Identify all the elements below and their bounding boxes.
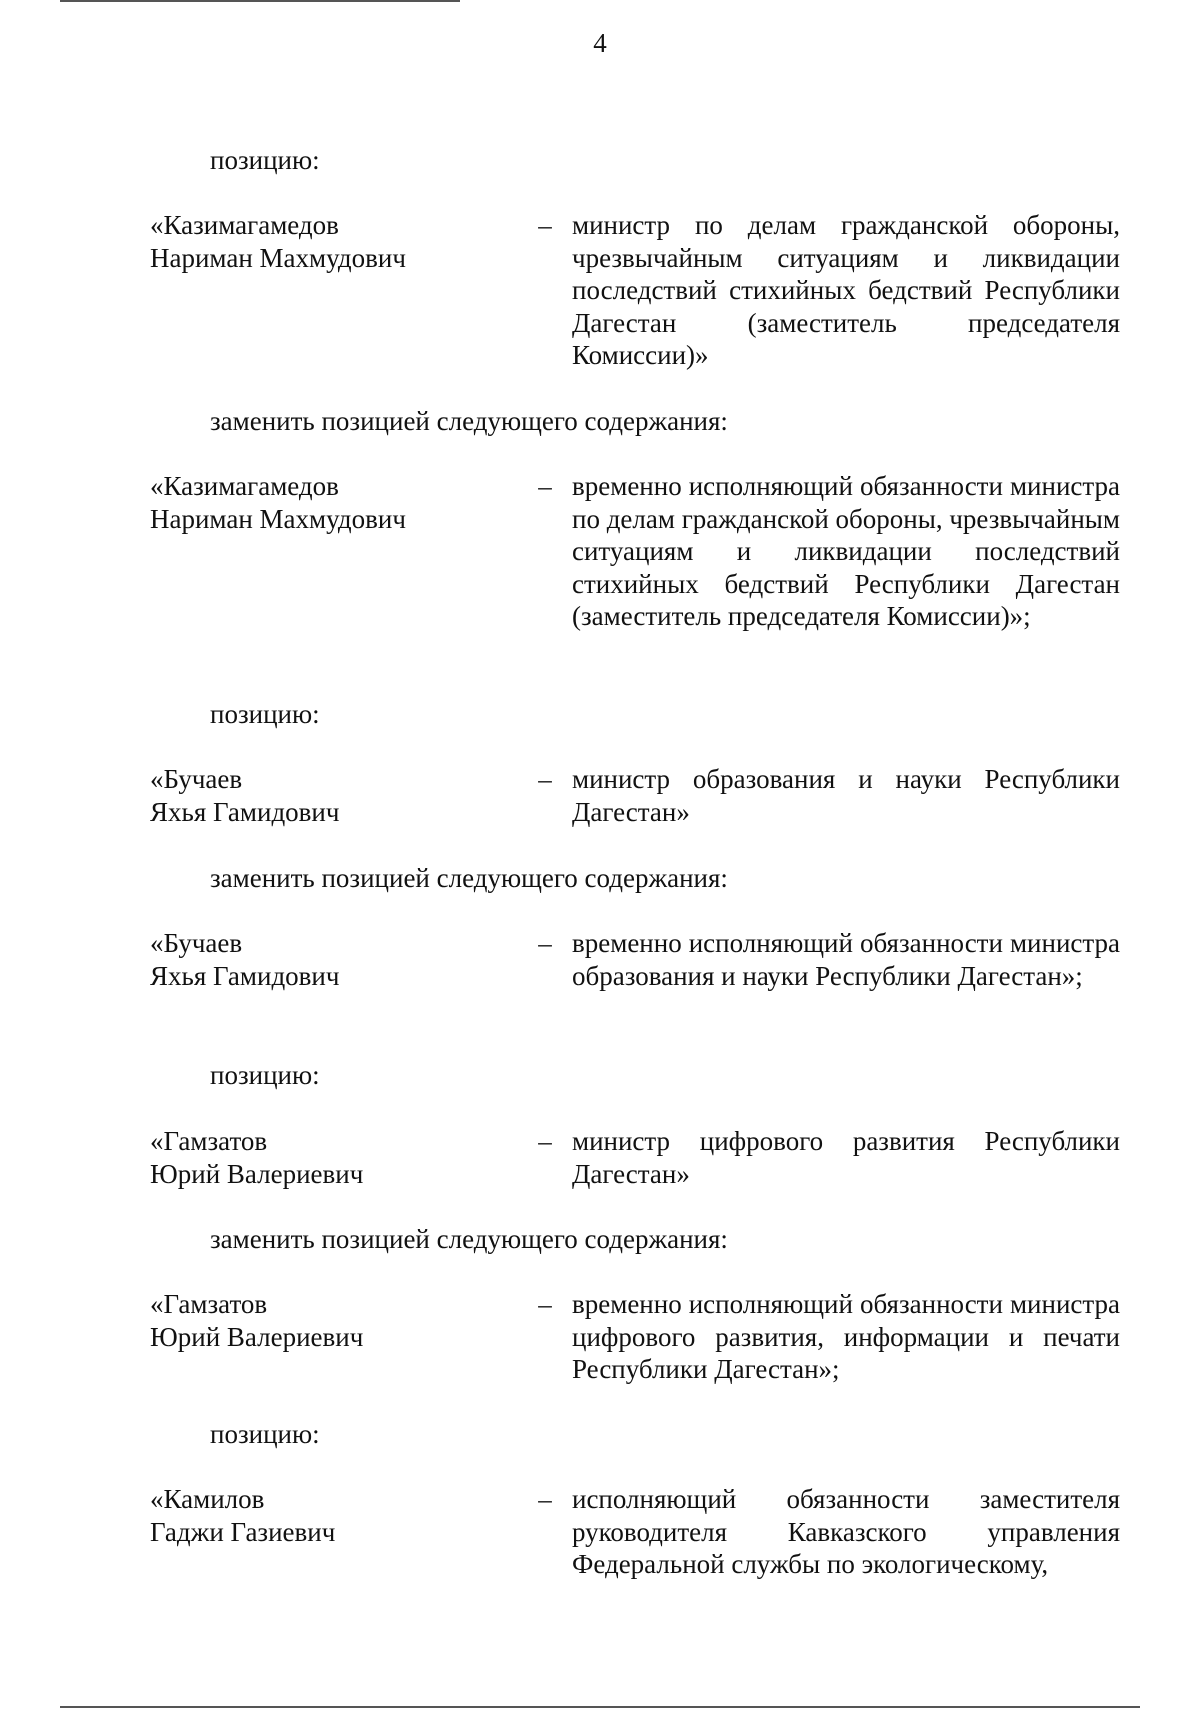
person-given-name: Нариман Махмудович: [150, 503, 406, 534]
paragraph-replace-label: заменить позицией следующего содержания:: [210, 863, 728, 893]
list-entry: [150, 470, 1120, 670]
list-entry: [150, 1125, 1120, 1195]
person-given-name: Гаджи Газиевич: [150, 1516, 336, 1547]
paragraph-replace-label: заменить позицией следующего содержания:: [210, 406, 728, 436]
person-given-name: Яхья Гамидович: [150, 796, 340, 827]
bottom-edge-rule: [60, 1706, 1140, 1708]
position-description: временно исполняющий обязанности министра по делам гражданской обороны, чрезвычайным ситуациям и ликвидации последствий стихийных бедствий Республики Дагестан (заместитель председателя Комиссии)»;: [572, 471, 1120, 631]
list-entry: [150, 209, 1120, 379]
list-entry: [150, 927, 1120, 1027]
person-name: [150, 470, 530, 535]
person-name: [150, 209, 530, 274]
dash-separator: –: [538, 1126, 552, 1156]
person-surname: «Бучаев: [150, 928, 243, 958]
person-given-name: Яхья Гамидович: [150, 960, 340, 991]
person-name: [150, 1125, 530, 1190]
position-description: министр по делам гражданской обороны, чрезвычайным ситуациям и ликвидации последствий стихийных бедствий Республики Дагестан (заместитель председателя Комиссии)»: [572, 210, 1120, 370]
person-surname: «Казимагамедов: [150, 471, 339, 501]
person-name: [150, 763, 530, 828]
position-description: министр цифрового развития Республики Дагестан»: [572, 1126, 1120, 1189]
person-given-name: Нариман Махмудович: [150, 242, 406, 273]
position-description: временно исполняющий обязанности министра образования и науки Республики Дагестан»;: [572, 928, 1120, 991]
paragraph-position-label: позицию:: [210, 1060, 320, 1090]
dash-separator: –: [538, 210, 552, 240]
person-surname: «Гамзатов: [150, 1126, 268, 1156]
person-surname: «Казимагамедов: [150, 210, 339, 240]
person-given-name: Юрий Валериевич: [150, 1321, 364, 1352]
list-entry: [150, 1288, 1120, 1388]
paragraph-position-label: позицию:: [210, 145, 320, 175]
list-entry: [150, 1483, 1120, 1583]
paragraph-position-label: позицию:: [210, 1419, 320, 1449]
person-surname: «Гамзатов: [150, 1289, 268, 1319]
dash-separator: –: [538, 928, 552, 958]
person-name: [150, 927, 530, 992]
dash-separator: –: [538, 471, 552, 501]
dash-separator: –: [538, 764, 552, 794]
paragraph-replace-label: заменить позицией следующего содержания:: [210, 1224, 728, 1254]
position-description: временно исполняющий обязанности министра цифрового развития, информации и печати Республики Дагестан»;: [572, 1289, 1120, 1384]
person-name: [150, 1288, 530, 1353]
person-name: [150, 1483, 530, 1548]
person-surname: «Камилов: [150, 1484, 265, 1514]
dash-separator: –: [538, 1289, 552, 1319]
list-entry: [150, 763, 1120, 833]
person-given-name: Юрий Валериевич: [150, 1158, 364, 1189]
person-surname: «Бучаев: [150, 764, 243, 794]
page-number: 4: [593, 28, 607, 58]
dash-separator: –: [538, 1484, 552, 1514]
top-edge-rule: [60, 0, 460, 2]
paragraph-position-label: позицию:: [210, 699, 320, 729]
position-description: исполняющий обязанности заместителя руководителя Кавказского управления Федеральной службы по экологическому,: [572, 1484, 1120, 1579]
position-description: министр образования и науки Республики Дагестан»: [572, 764, 1120, 827]
